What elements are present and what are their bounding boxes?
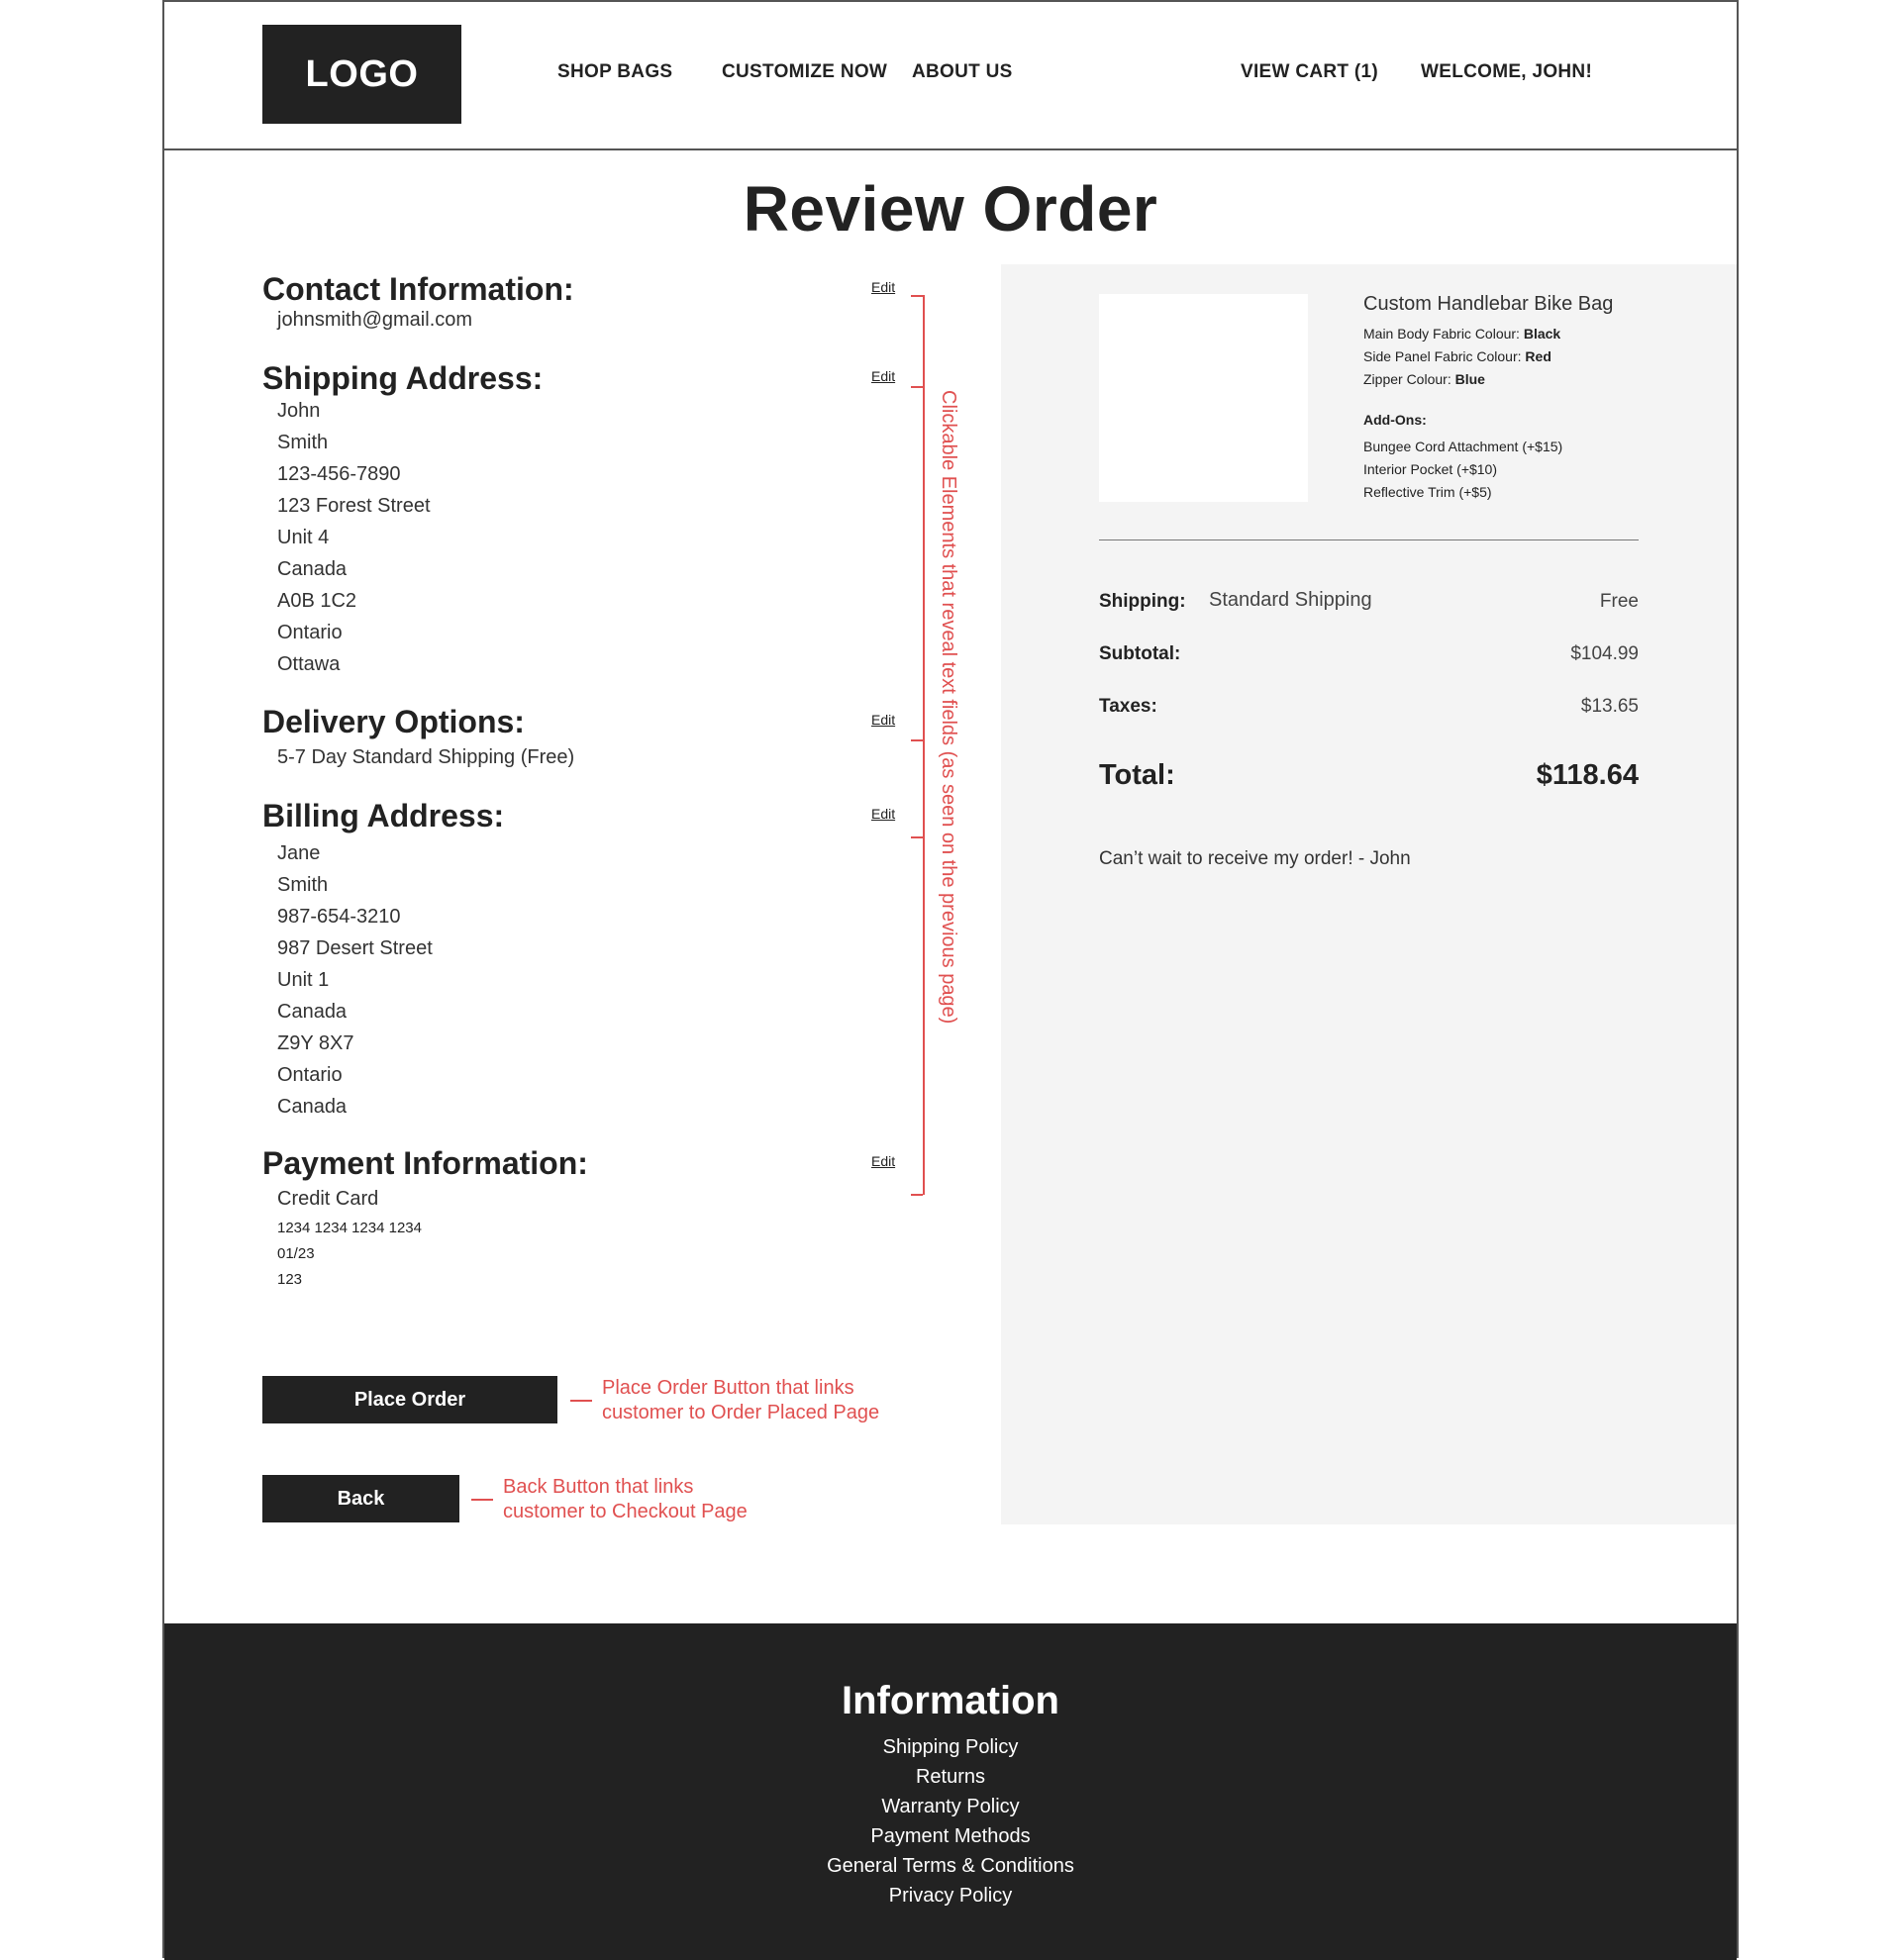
shipping-phone: 123-456-7890 [277, 463, 401, 485]
delivery-option: 5-7 Day Standard Shipping (Free) [277, 746, 575, 768]
footer-link-privacy-policy[interactable]: Privacy Policy [888, 1885, 1013, 1907]
addon-item: Bungee Cord Attachment (+$15) [1363, 439, 1563, 454]
edit-delivery-link[interactable]: Edit [871, 712, 896, 728]
page-title: Review Order [743, 173, 1158, 245]
nav-about-us[interactable]: ABOUT US [912, 61, 1013, 82]
annotation-back-line-2: customer to Checkout Page [503, 1501, 748, 1522]
billing-province: Ontario [277, 1064, 343, 1086]
option-side-panel: Side Panel Fabric Colour: Red [1363, 348, 1551, 364]
shipping-address-heading: Shipping Address: [262, 360, 544, 396]
back-button[interactable]: Back [262, 1475, 459, 1522]
option-zipper: Zipper Colour: Blue [1363, 371, 1485, 387]
annotation-bracket-line [923, 295, 925, 1195]
annotation-tick [911, 739, 923, 741]
nav-shop-bags[interactable]: SHOP BAGS [557, 61, 673, 82]
shipping-unit: Unit 4 [277, 527, 330, 548]
annotation-tick [911, 1194, 923, 1196]
place-order-button[interactable]: Place Order [262, 1376, 557, 1423]
annotation-back [503, 1475, 748, 1524]
footer-link-terms[interactable]: General Terms & Conditions [827, 1855, 1074, 1877]
total-label: Total: [1099, 759, 1175, 791]
annotation-place-order-line-1: Place Order Button that links [602, 1377, 854, 1399]
subtotal-value: $104.99 [1570, 643, 1639, 664]
billing-address-heading: Billing Address: [262, 798, 505, 833]
footer-link-returns[interactable]: Returns [915, 1766, 986, 1788]
billing-postal-code: Z9Y 8X7 [277, 1032, 354, 1054]
taxes-label: Taxes: [1099, 696, 1157, 717]
site-header [164, 2, 1737, 150]
footer-title: Information [842, 1679, 1059, 1722]
logo[interactable]: LOGO [262, 25, 461, 124]
contact-email: johnsmith@gmail.com [277, 309, 473, 331]
footer-link-payment-methods[interactable]: Payment Methods [870, 1825, 1031, 1847]
card-expiry: 01/23 [277, 1245, 315, 1262]
total-value: $118.64 [1536, 759, 1639, 791]
annotation-back-line-1: Back Button that links [503, 1476, 694, 1498]
site-footer [164, 1623, 1737, 1960]
annotation-tick [911, 295, 923, 297]
edit-billing-link[interactable]: Edit [871, 806, 896, 822]
card-number: 1234 1234 1234 1234 [277, 1220, 422, 1236]
billing-phone: 987-654-3210 [277, 906, 401, 928]
nav-customize-now[interactable]: CUSTOMIZE NOW [722, 61, 888, 82]
annotation-place-order [602, 1376, 879, 1425]
option-main-body: Main Body Fabric Colour: Black [1363, 326, 1561, 342]
shipping-postal-code: A0B 1C2 [277, 590, 357, 612]
payment-method: Credit Card [277, 1188, 379, 1210]
billing-last-name: Smith [277, 874, 329, 896]
shipping-first-name: John [277, 400, 321, 422]
welcome-user-link[interactable]: WELCOME, JOHN! [1421, 61, 1593, 82]
billing-first-name: Jane [277, 842, 321, 864]
footer-link-shipping-policy[interactable]: Shipping Policy [882, 1736, 1019, 1758]
shipping-method: Standard Shipping [1209, 589, 1372, 611]
product-name: Custom Handlebar Bike Bag [1363, 293, 1614, 315]
billing-country: Canada [277, 1001, 348, 1023]
payment-heading: Payment Information: [262, 1145, 588, 1181]
shipping-street: 123 Forest Street [277, 495, 431, 517]
shipping-cost: Free [1599, 591, 1639, 612]
annotation-dash [570, 1400, 592, 1402]
subtotal-label: Subtotal: [1099, 643, 1181, 664]
shipping-country: Canada [277, 558, 348, 580]
edit-contact-link[interactable]: Edit [871, 279, 896, 295]
footer-link-warranty-policy[interactable]: Warranty Policy [881, 1796, 1020, 1817]
delivery-heading: Delivery Options: [262, 704, 525, 739]
billing-street: 987 Desert Street [277, 937, 433, 959]
card-cvv: 123 [277, 1271, 303, 1288]
edit-shipping-link[interactable]: Edit [871, 368, 896, 384]
summary-divider [1099, 539, 1639, 540]
billing-city: Canada [277, 1096, 348, 1118]
product-image [1099, 294, 1308, 502]
addon-item: Interior Pocket (+$10) [1363, 461, 1498, 477]
billing-unit: Unit 1 [277, 969, 330, 991]
contact-heading: Contact Information: [262, 271, 574, 307]
addons-heading: Add-Ons: [1363, 412, 1427, 428]
shipping-last-name: Smith [277, 432, 329, 453]
order-note: Can’t wait to receive my order! - John [1099, 848, 1411, 869]
annotation-tick [911, 836, 923, 838]
addon-item: Reflective Trim (+$5) [1363, 484, 1492, 500]
page-frame [162, 0, 1739, 1958]
order-summary-panel [1001, 264, 1737, 1524]
shipping-city: Ottawa [277, 653, 341, 675]
annotation-tick [911, 386, 923, 388]
annotation-edit-links: Clickable Elements that reveal text fields (as seen on the previous page) [938, 390, 959, 1025]
view-cart-link[interactable]: VIEW CART (1) [1241, 61, 1379, 82]
annotation-place-order-line-2: customer to Order Placed Page [602, 1402, 880, 1423]
shipping-label: Shipping: [1099, 591, 1186, 612]
taxes-value: $13.65 [1580, 696, 1639, 717]
shipping-province: Ontario [277, 622, 343, 643]
annotation-dash [471, 1499, 493, 1501]
edit-payment-link[interactable]: Edit [871, 1153, 896, 1169]
footer-links [164, 1732, 1737, 1911]
